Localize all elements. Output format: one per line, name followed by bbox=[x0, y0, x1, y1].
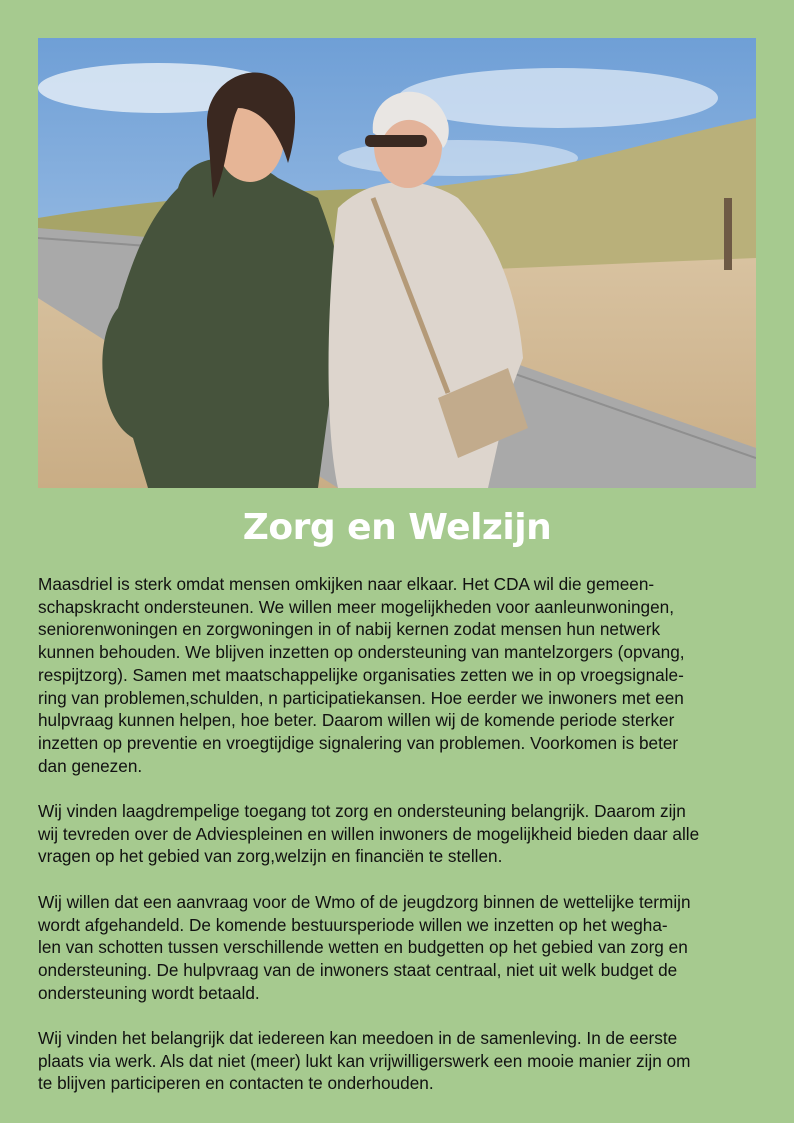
body-text bbox=[38, 573, 760, 1118]
text-line: kunnen behouden. We blijven inzetten op ondersteuning van mantelzorgers (opvang, bbox=[38, 642, 685, 663]
text-line: wordt afgehandeld. De komende bestuursperiode willen we inzetten op het wegha- bbox=[38, 914, 668, 935]
text-line: hulpvraag kunnen helpen, hoe beter. Daarom willen wij de komende periode sterker bbox=[38, 710, 675, 731]
text-line: len van schotten tussen verschillende wetten en budgetten op het gebied van zorg en bbox=[38, 937, 688, 958]
text-line: Wij vinden laagdrempelige toegang tot zorg en ondersteuning belangrijk. Daarom zijn bbox=[38, 801, 686, 822]
paragraph bbox=[38, 891, 760, 1005]
text-line: seniorenwoningen en zorgwoningen in of nabij kernen zodat mensen hun netwerk bbox=[38, 619, 661, 640]
text-line: Wij willen dat een aanvraag voor de Wmo of de jeugdzorg binnen de wettelijke termijn bbox=[38, 891, 691, 912]
paragraph bbox=[38, 800, 760, 868]
page-title: Zorg en Welzijn bbox=[242, 507, 552, 548]
paragraph bbox=[38, 1027, 760, 1095]
text-line: wij tevreden over de Adviespleinen en willen inwoners de mogelijkheid bieden daar alle bbox=[38, 823, 700, 844]
text-line: te blijven participeren en contacten te onderhouden. bbox=[38, 1073, 434, 1094]
text-line: vragen op het gebied van zorg,welzijn en financiën te stellen. bbox=[38, 846, 503, 867]
text-line: dan genezen. bbox=[38, 755, 143, 776]
text-line: ondersteuning. De hulpvraag van de inwoners staat centraal, niet uit welk budget de bbox=[38, 959, 678, 980]
text-line: inzetten op preventie en vroegtijdige signalering van problemen. Voorkomen is beter bbox=[38, 732, 679, 753]
text-line: Maasdriel is sterk omdat mensen omkijken naar elkaar. Het CDA wil die gemeen- bbox=[38, 574, 655, 594]
text-line: plaats via werk. Als dat niet (meer) lukt kan vrijwilligerswerk een mooie manier zijn om bbox=[38, 1050, 691, 1071]
text-line: respijtzorg). Samen met maatschappelijke organisaties zetten we in op vroegsignale- bbox=[38, 664, 684, 685]
text-line: ring van problemen,schulden, n participatiekansen. Hoe eerder we inwoners met een bbox=[38, 687, 684, 708]
text-line: ondersteuning wordt betaald. bbox=[38, 982, 260, 1003]
text-line: Wij vinden het belangrijk dat iedereen kan meedoen in de samenleving. In de eerste bbox=[38, 1028, 678, 1049]
paragraph bbox=[38, 573, 760, 777]
hero-photo bbox=[38, 38, 756, 488]
text-line: schapskracht ondersteunen. We willen meer mogelijkheden voor aanleunwoningen, bbox=[38, 596, 675, 617]
